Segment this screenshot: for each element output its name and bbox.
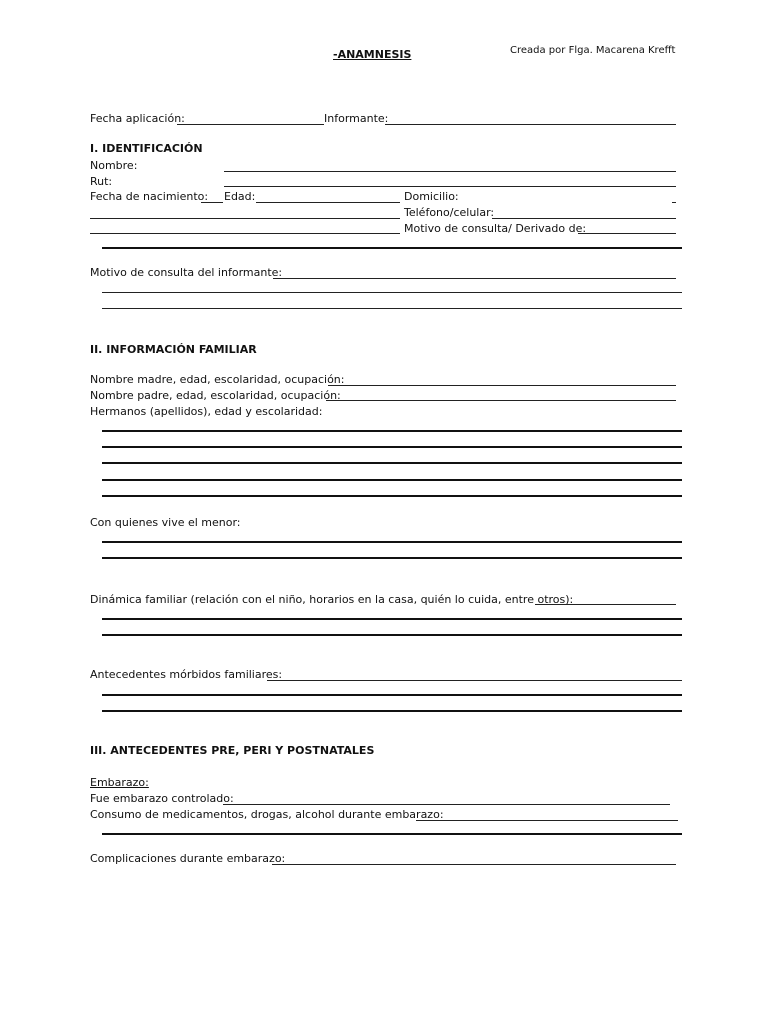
consumo-label: Consumo de medicamentos, drogas, alcohol durante embarazo: (90, 808, 444, 821)
blank-line[interactable] (102, 292, 682, 293)
blank-line[interactable] (102, 557, 682, 559)
padre-label: Nombre padre, edad, escolaridad, ocupación: (90, 389, 341, 402)
controlado-field[interactable] (223, 804, 670, 805)
blank-line[interactable] (102, 446, 682, 448)
form-title: -ANAMNESIS (333, 48, 412, 61)
madre-label: Nombre madre, edad, escolaridad, ocupación: (90, 373, 345, 386)
blank-line[interactable] (102, 694, 682, 696)
vive-label: Con quienes vive el menor: (90, 516, 241, 529)
blank-line[interactable] (102, 618, 682, 620)
domicilio-field[interactable] (672, 202, 676, 203)
telefono-label: Teléfono/celular: (404, 206, 495, 219)
blank-line[interactable] (90, 233, 400, 234)
blank-line[interactable] (102, 833, 682, 835)
fecha-nacimiento-field[interactable] (201, 202, 223, 203)
motivo-informante-label: Motivo de consulta del informante: (90, 266, 283, 279)
fecha-nacimiento-label: Fecha de nacimiento: (90, 190, 209, 203)
section-identificacion-heading: I. IDENTIFICACIÓN (90, 142, 203, 155)
padre-field[interactable] (326, 400, 676, 401)
morbidos-label: Antecedentes mórbidos familiares: (90, 668, 283, 681)
controlado-label: Fue embarazo controlado: (90, 792, 234, 805)
section-prenatal-heading: III. ANTECEDENTES PRE, PERI Y POSTNATALES (90, 744, 375, 757)
edad-field[interactable] (256, 202, 400, 203)
embarazo-subheading: Embarazo: (90, 776, 149, 789)
author-credit: Creada por Flga. Macarena Krefft (510, 45, 676, 56)
section-familiar-heading: II. INFORMACIÓN FAMILIAR (90, 343, 257, 356)
domicilio-label: Domicilio: (404, 190, 459, 203)
fecha-aplicacion-label: Fecha aplicación: (90, 112, 185, 125)
motivo-consulta-label: Motivo de consulta/ Derivado de: (404, 222, 587, 235)
motivo-consulta-field[interactable] (578, 233, 676, 234)
fecha-aplicacion-field[interactable] (177, 124, 324, 125)
blank-line[interactable] (102, 430, 682, 432)
nombre-field[interactable] (224, 171, 676, 172)
blank-line[interactable] (102, 462, 682, 464)
blank-line[interactable] (102, 479, 682, 481)
complicaciones-label: Complicaciones durante embarazo: (90, 852, 286, 865)
nombre-label: Nombre: (90, 159, 138, 172)
blank-line[interactable] (102, 541, 682, 543)
rut-field[interactable] (224, 186, 676, 187)
blank-line[interactable] (102, 308, 682, 309)
informante-label: Informante: (324, 112, 389, 125)
dinamica-field[interactable] (535, 604, 676, 605)
dinamica-label: Dinámica familiar (relación con el niño, horarios en la casa, quién lo cuida, entre otros): (90, 593, 574, 606)
madre-field[interactable] (328, 385, 676, 386)
blank-line[interactable] (90, 218, 400, 219)
blank-line[interactable] (102, 495, 682, 497)
hermanos-label: Hermanos (apellidos), edad y escolaridad: (90, 405, 323, 418)
blank-line[interactable] (102, 247, 682, 249)
edad-label: Edad: (224, 190, 256, 203)
blank-line[interactable] (102, 634, 682, 636)
morbidos-field[interactable] (267, 680, 682, 681)
informante-field[interactable] (385, 124, 676, 125)
motivo-informante-field[interactable] (273, 278, 676, 279)
telefono-field[interactable] (492, 218, 676, 219)
consumo-field[interactable] (416, 820, 678, 821)
blank-line[interactable] (102, 710, 682, 712)
complicaciones-field[interactable] (272, 864, 676, 865)
rut-label: Rut: (90, 175, 113, 188)
